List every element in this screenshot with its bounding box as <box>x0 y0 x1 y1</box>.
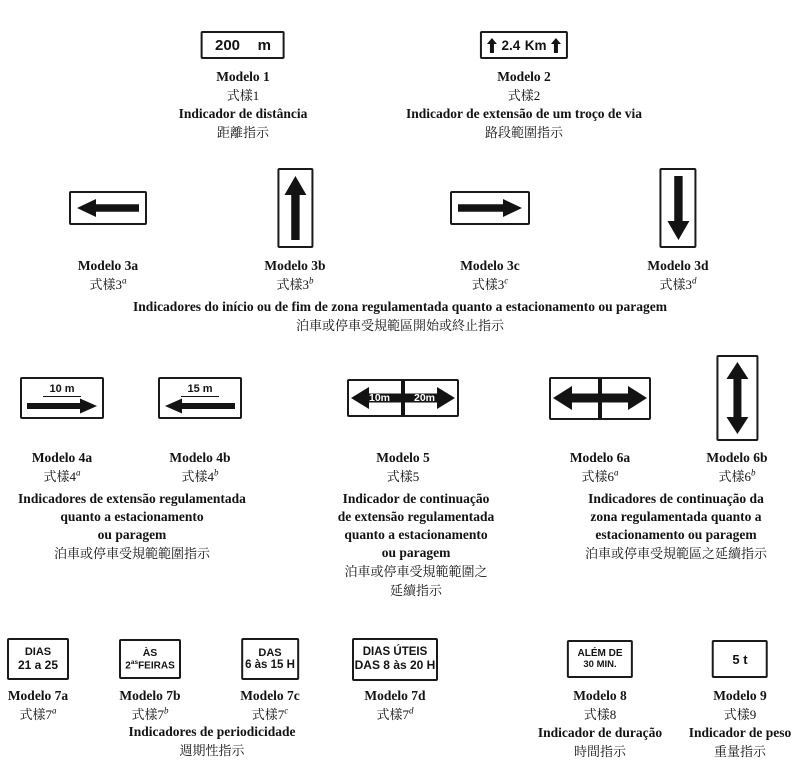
style-label: 式樣4$^a$ <box>43 467 81 484</box>
sign-line1: ALÉM DE <box>577 648 623 659</box>
sign-line1: DAS <box>258 647 282 659</box>
right-arrow-icon <box>27 398 97 414</box>
style-label: 式樣4$^b$ <box>181 467 219 484</box>
caption-zh: 週期性指示 <box>179 743 245 758</box>
desc-pt: Indicador de distância <box>178 106 308 121</box>
up-arrow-icon <box>551 38 561 53</box>
model-label: Modelo 5 <box>376 450 430 465</box>
desc-zh: 時間指示 <box>573 744 626 759</box>
caption-pt: Indicadores do início ou de fim de zona regulamentada quanto a estacionamento ou paragem <box>133 299 667 314</box>
desc-zh: 重量指示 <box>713 744 766 759</box>
style-label: 式樣8 <box>583 707 617 722</box>
extension-unit: Km <box>524 37 547 53</box>
extent-text: 15 m <box>181 383 218 397</box>
modelo-7b-group <box>119 637 181 724</box>
model-label: Modelo 6b <box>706 450 768 465</box>
up-arrow-icon <box>283 176 307 240</box>
model-label: Modelo 7d <box>364 688 426 703</box>
style-label: 式樣3$^d$ <box>659 275 697 292</box>
desc-pt: Indicador de peso <box>688 725 792 740</box>
sign-line2: 30 MIN. <box>583 659 617 670</box>
desc-pt: Indicador de duração <box>537 725 663 740</box>
distance-value: 200 <box>215 36 241 54</box>
model-label: Modelo 7c <box>240 688 300 703</box>
modelo-3a-group <box>69 168 147 294</box>
modelo-7c-group <box>240 637 300 724</box>
left-arrow-icon <box>77 198 139 218</box>
modelo-6b-sign <box>716 355 758 441</box>
down-arrow-icon <box>666 176 690 240</box>
modelo-7a-sign <box>7 638 69 680</box>
modelo-4a-sign <box>20 377 104 419</box>
distance-unit: m <box>257 36 271 54</box>
continuation-zone-caption: Indicadores de continuação da zona regulamentada quanto a estacionamento ou paragem 泊車或停車受規範區之延續指示 <box>584 491 768 561</box>
extension-caption: Indicadores de extensão regulamentada quanto a estacionamento ou paragem 泊車或停車受規範範圍指示 <box>18 491 246 561</box>
up-arrow-icon <box>487 38 497 53</box>
modelo-4a-group <box>20 355 104 486</box>
style-label: 式樣6$^a$ <box>581 467 619 484</box>
model-label: Modelo 3b <box>264 258 326 273</box>
sign-line2: 6 às 15 H <box>245 659 295 671</box>
modelo-7c-sign <box>241 638 299 680</box>
style-label: 式樣7$^d$ <box>376 705 414 722</box>
model-label: Modelo 8 <box>573 688 627 703</box>
modelo-8-sign <box>567 640 633 678</box>
modelo-1-group <box>179 31 308 142</box>
style-label: 式樣1 <box>226 88 260 103</box>
modelo-9-group <box>689 637 792 761</box>
style-label: 式樣3$^c$ <box>471 275 509 292</box>
modelo-3a-sign <box>69 191 147 225</box>
model-label: Modelo 4a <box>31 450 93 465</box>
modelo-9-sign <box>712 640 768 678</box>
modelo-3c-group <box>450 168 530 294</box>
style-label: 式樣7$^a$ <box>19 705 57 722</box>
modelo-2-sign <box>480 31 568 59</box>
modelo-8-group <box>538 637 662 761</box>
style-label: 式樣3$^a$ <box>89 275 127 292</box>
model-label: Modelo 7a <box>7 688 69 703</box>
sign-line2: 21 a 25 <box>17 658 59 672</box>
modelo-6b-group <box>706 355 767 486</box>
sign-line2: $2^{as}FEIRAS$ <box>125 658 175 672</box>
desc-zh: 距離指示 <box>216 125 269 140</box>
sign-line2: DAS 8 às 20 H <box>354 658 436 672</box>
style-label: 式樣3$^b$ <box>276 275 314 292</box>
model-label: Modelo 6a <box>569 450 631 465</box>
model-label: Modelo 9 <box>713 688 767 703</box>
caption-pt: Indicadores de periodicidade <box>128 724 296 739</box>
continuation-extension-caption: Indicador de continuação de extensão regulamentada quanto a estacionamento ou paragem 泊車或停車受規範範圍之 延續指示 <box>337 491 495 598</box>
right-arrow-icon <box>458 198 522 218</box>
style-label: 式樣9 <box>723 707 757 722</box>
extension-value: 2.4 <box>501 37 521 53</box>
modelo-4b-sign <box>158 377 242 419</box>
style-label: 式樣2 <box>507 88 541 103</box>
modelo-4b-group <box>158 355 242 486</box>
sign-line1: DIAS ÚTEIS <box>362 646 428 658</box>
sign-line1: DIAS <box>24 646 52 658</box>
double-vertical-arrow-icon <box>724 362 750 434</box>
divider-line <box>598 379 602 418</box>
style-label: 式樣5 <box>386 469 420 484</box>
caption-zh: 泊車或停車受規範區開始或終止指示 <box>295 318 504 333</box>
modelo-3b-group <box>264 168 325 294</box>
sign-line1: ÀS <box>142 646 158 659</box>
model-label: Modelo 3a <box>77 258 139 273</box>
modelo-5-group <box>347 355 459 486</box>
weight-text: 5 t <box>732 651 748 667</box>
model-label: Modelo 3c <box>460 258 520 273</box>
style-label: 式樣7$^c$ <box>251 705 289 722</box>
modelo-7b-sign <box>119 639 181 679</box>
extent-text: 10 m <box>43 383 80 397</box>
divider-line <box>401 381 405 415</box>
modelo-7a-group <box>7 637 69 724</box>
left-arrow-icon <box>165 398 235 414</box>
style-label: 式樣7$^b$ <box>131 705 169 722</box>
model-label: Modelo 3d <box>647 258 709 273</box>
modelo-7d-sign <box>352 638 438 681</box>
model-label: Modelo 2 <box>497 69 551 84</box>
modelo-7d-group <box>352 637 438 724</box>
desc-pt: Indicador de extensão de um troço de via <box>405 106 643 121</box>
right-extent-text: 20m <box>413 392 435 404</box>
modelo-5-sign <box>347 379 459 417</box>
modelo-6a-sign <box>549 377 651 420</box>
modelo-6a-group <box>549 355 651 486</box>
periodicity-caption <box>128 723 295 760</box>
modelo-3d-group <box>647 168 708 294</box>
style-label: 式樣6$^b$ <box>718 467 756 484</box>
modelo-3d-sign <box>659 168 696 248</box>
modelo-1-sign <box>201 31 285 59</box>
modelo-2-group <box>406 31 642 142</box>
zone-signs-caption <box>133 298 667 335</box>
modelo-3c-sign <box>450 191 530 225</box>
model-label: Modelo 4b <box>169 450 231 465</box>
model-label: Modelo 7b <box>119 688 181 703</box>
model-label: Modelo 1 <box>216 69 270 84</box>
left-extent-text: 10m <box>369 392 391 404</box>
desc-zh: 路段範圍指示 <box>484 125 563 140</box>
modelo-3b-sign <box>277 168 313 248</box>
